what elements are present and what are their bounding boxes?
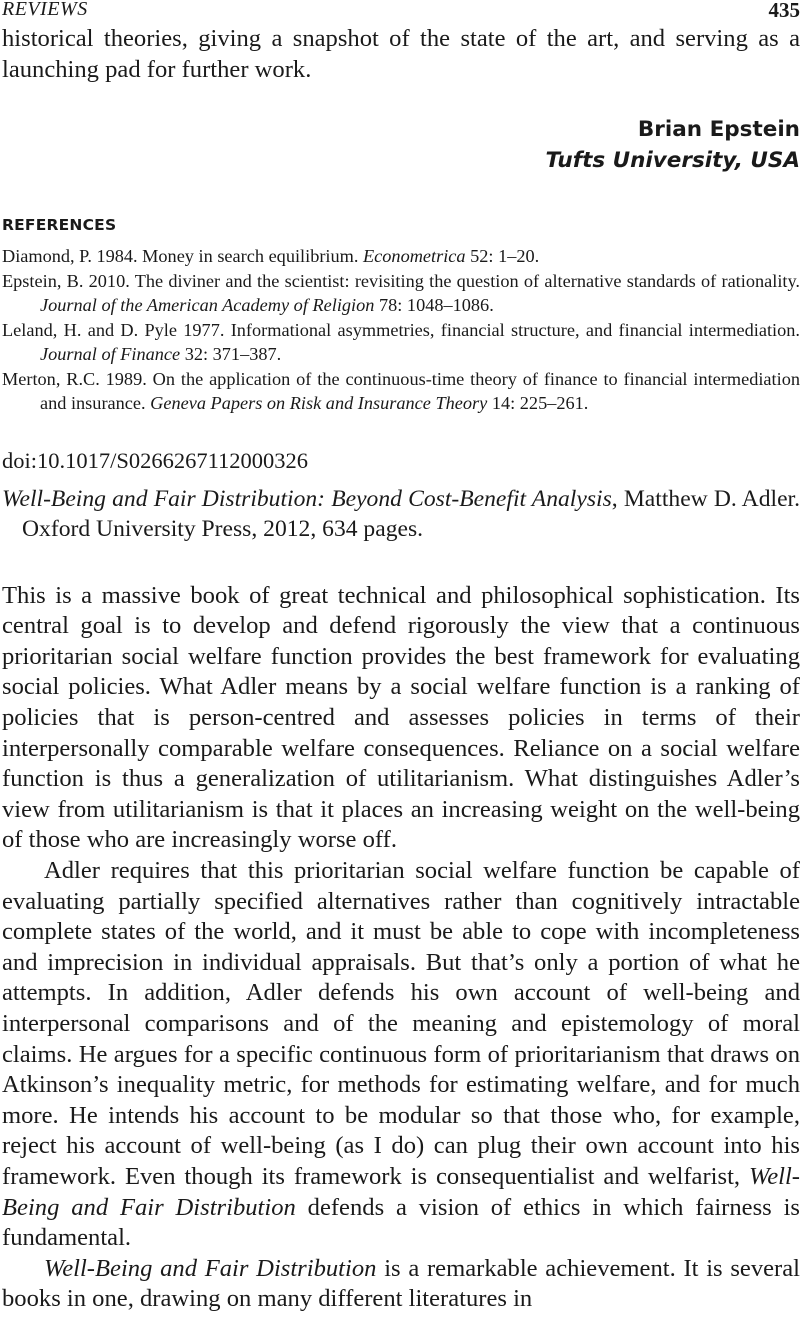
- reference-item: [2, 367, 800, 416]
- references-heading: REFERENCES: [2, 216, 117, 235]
- reference-journal: Geneva Papers on Risk and Insurance Theory: [150, 393, 488, 414]
- book-title-inline: Well-Being and Fair Distribution: [44, 1254, 377, 1282]
- reference-volume: 52: 1–20.: [465, 246, 540, 267]
- reference-journal: Journal of Finance: [40, 344, 181, 365]
- reference-volume: 14: 225–261.: [487, 393, 589, 414]
- review-paragraph-2: [2, 856, 800, 1254]
- doi: doi:10.1017/S0266267112000326: [2, 447, 309, 473]
- review-paragraph-3: [2, 1254, 800, 1315]
- review-paragraph-1: This is a massive book of great technical and philosophical sophistication. Its central goal is to develop and defend rigorously the view that a continuous prioritarian social welfare function provides the best framework for evaluating social policies. What Adler means by a social welfare function is a ranking of policies that is person-centred and assesses policies in terms of their interpersonally comparable welfare consequences. Reliance on a social welfare function is thus a generalization of utilitarianism. What distinguishes Adler’s view from utilitarianism is that it places an increasing weight on the well-being of those who are increasingly worse off.: [2, 581, 800, 854]
- reviewer-name: Brian Epstein: [637, 117, 800, 143]
- reference-item: [2, 318, 800, 367]
- reference-volume: 78: 1048–1086.: [374, 295, 494, 316]
- previous-review-closing: historical theories, giving a snapshot of the state of the art, and serving as a launching pad for further work.: [2, 25, 800, 83]
- reviewer-affiliation: Tufts University, USA: [545, 148, 800, 174]
- reference-item: [2, 269, 800, 318]
- reference-text: Merton, R.C. 1989. On the application of the continuous-time theory of finance to financial intermediation and insurance.: [2, 368, 800, 414]
- book-title-inline: Well-Being and Fair Distribution: [2, 1162, 800, 1221]
- reference-volume: 32: 371–387.: [180, 344, 282, 365]
- reference-journal: Journal of the American Academy of Religion: [40, 295, 375, 316]
- reference-text: Leland, H. and D. Pyle 1977. Informational asymmetries, financial structure, and financial intermediation.: [2, 319, 800, 340]
- paragraph-text: is a remarkable achievement. It is several books in one, drawing on many different literatures in: [2, 1254, 800, 1313]
- running-head: REVIEWS: [2, 0, 88, 20]
- book-details: , Matthew D. Adler. Oxford University Press, 2012, 634 pages.: [22, 485, 800, 543]
- reference-item: [2, 244, 800, 269]
- reviewer-signature: [2, 114, 800, 176]
- book-citation: [2, 484, 800, 545]
- reference-text: Diamond, P. 1984. Money in search equilibrium.: [2, 246, 364, 267]
- book-title: Well-Being and Fair Distribution: Beyond Cost-Benefit Analysis: [2, 485, 612, 512]
- journal-page: [2, 0, 800, 1315]
- paragraph-text: defends a vision of ethics in which fairness is fundamental.: [2, 1193, 800, 1252]
- reference-journal: Econometrica: [363, 246, 466, 267]
- reference-text: Epstein, B. 2010. The diviner and the scientist: revisiting the question of alternative standards of rationality.: [2, 270, 800, 291]
- page-number: 435: [768, 0, 800, 22]
- paragraph-text: Adler requires that this prioritarian social welfare function be capable of evaluating partially specified alternatives rather than cognitively intractable complete states of the world, and it must be able to cope with incompleteness and imprecision in individual appraisals. But that’s only a portion of what he attempts. In addition, Adler defends his own account of well-being and interpersonal comparisons and of the meaning and epistemology of moral claims. He argues for a specific continuous form of prioritarianism that draws on Atkinson’s inequality metric, for methods for estimating welfare, and for much more. He intends his account to be modular so that those who, for example, reject his account of well-being (as I do) can plug their own account into his framework. Even though its framework is consequentialist and welfarist,: [2, 857, 800, 1190]
- references-list: [2, 244, 800, 416]
- page-header: [2, 0, 800, 24]
